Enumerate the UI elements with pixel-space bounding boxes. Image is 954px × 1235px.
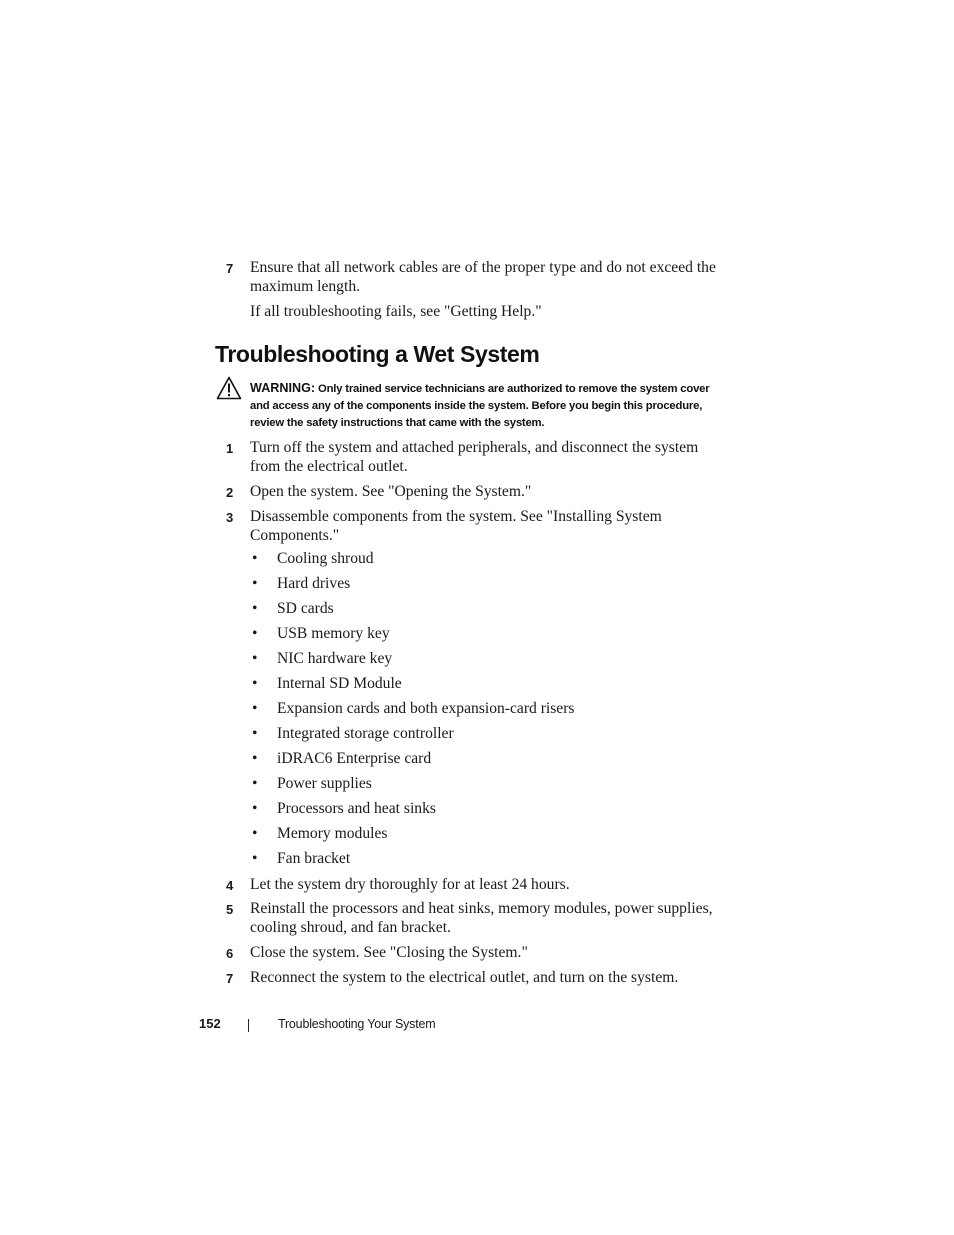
- step-text: Let the system dry thoroughly for at least 24 hours.: [250, 876, 570, 893]
- step-number: 4: [226, 878, 234, 893]
- step-number: 5: [226, 902, 234, 917]
- page-number: 152: [199, 1016, 221, 1031]
- list-item: [250, 750, 575, 775]
- list-item-text: Memory modules: [277, 825, 388, 842]
- bullet-icon: •: [252, 675, 258, 692]
- warning-label: WARNING:: [250, 381, 316, 395]
- warning-triangle-icon: [216, 376, 242, 400]
- step-number: 1: [226, 441, 234, 456]
- footer-chapter-title: Troubleshooting Your System: [278, 1017, 436, 1031]
- list-item: [250, 825, 575, 850]
- step-text: Close the system. See "Closing the System.": [250, 944, 528, 961]
- list-item: [250, 600, 575, 625]
- bullet-icon: •: [252, 800, 258, 817]
- list-item: [250, 850, 575, 875]
- list-item: [250, 625, 575, 650]
- bullet-icon: •: [252, 850, 258, 867]
- step-number: 6: [226, 946, 234, 961]
- step-text: Reconnect the system to the electrical outlet, and turn on the system.: [250, 969, 679, 986]
- footer-divider: [248, 1019, 249, 1032]
- list-item: [250, 725, 575, 750]
- list-item-text: USB memory key: [277, 625, 390, 642]
- warning-block: [250, 380, 720, 432]
- intro-note: If all troubleshooting fails, see "Getting Help.": [250, 303, 542, 320]
- list-item: [250, 650, 575, 675]
- list-item-text: iDRAC6 Enterprise card: [277, 750, 432, 767]
- list-item-text: Hard drives: [277, 575, 351, 592]
- bullet-icon: •: [252, 725, 258, 742]
- bullet-icon: •: [252, 650, 258, 667]
- list-item: [250, 675, 575, 700]
- bullet-icon: •: [252, 825, 258, 842]
- bullet-icon: •: [252, 775, 258, 792]
- list-item-text: NIC hardware key: [277, 650, 393, 667]
- step-number: 3: [226, 510, 234, 525]
- step-text: Disassemble components from the system. See "Installing System Components.": [250, 508, 662, 544]
- list-item-text: SD cards: [277, 600, 334, 617]
- list-item-text: Cooling shroud: [277, 550, 374, 567]
- step-text: Ensure that all network cables are of the proper type and do not exceed the maximum length.: [250, 259, 716, 295]
- list-item: [250, 550, 575, 575]
- list-item-text: Processors and heat sinks: [277, 800, 436, 817]
- list-item: [250, 700, 575, 725]
- bullet-icon: •: [252, 600, 258, 617]
- step-text: Turn off the system and attached peripherals, and disconnect the system from the electrical outlet.: [250, 439, 699, 475]
- bullet-icon: •: [252, 750, 258, 767]
- component-list: [250, 550, 575, 875]
- step-text: Open the system. See "Opening the System.": [250, 483, 532, 500]
- step-number: 2: [226, 485, 234, 500]
- step-number: 7: [226, 971, 234, 986]
- list-item-text: Integrated storage controller: [277, 725, 454, 742]
- bullet-icon: •: [252, 575, 258, 592]
- step-text: Reinstall the processors and heat sinks, memory modules, power supplies, cooling shroud, and fan bracket.: [250, 900, 713, 936]
- list-item: [250, 775, 575, 800]
- warning-text: Only trained service technicians are authorized to remove the system cover and access any of the components inside the system. Before you begin this procedure, review the safety instructions that came with the system.: [250, 383, 710, 429]
- list-item: [250, 800, 575, 825]
- list-item-text: Internal SD Module: [277, 675, 402, 692]
- section-title: Troubleshooting a Wet System: [215, 341, 540, 367]
- list-item-text: Power supplies: [277, 775, 372, 792]
- list-item-text: Expansion cards and both expansion-card risers: [277, 700, 575, 717]
- step-number: 7: [226, 261, 234, 276]
- bullet-icon: •: [252, 700, 258, 717]
- bullet-icon: •: [252, 550, 258, 567]
- bullet-icon: •: [252, 625, 258, 642]
- list-item: [250, 575, 575, 600]
- list-item-text: Fan bracket: [277, 850, 351, 867]
